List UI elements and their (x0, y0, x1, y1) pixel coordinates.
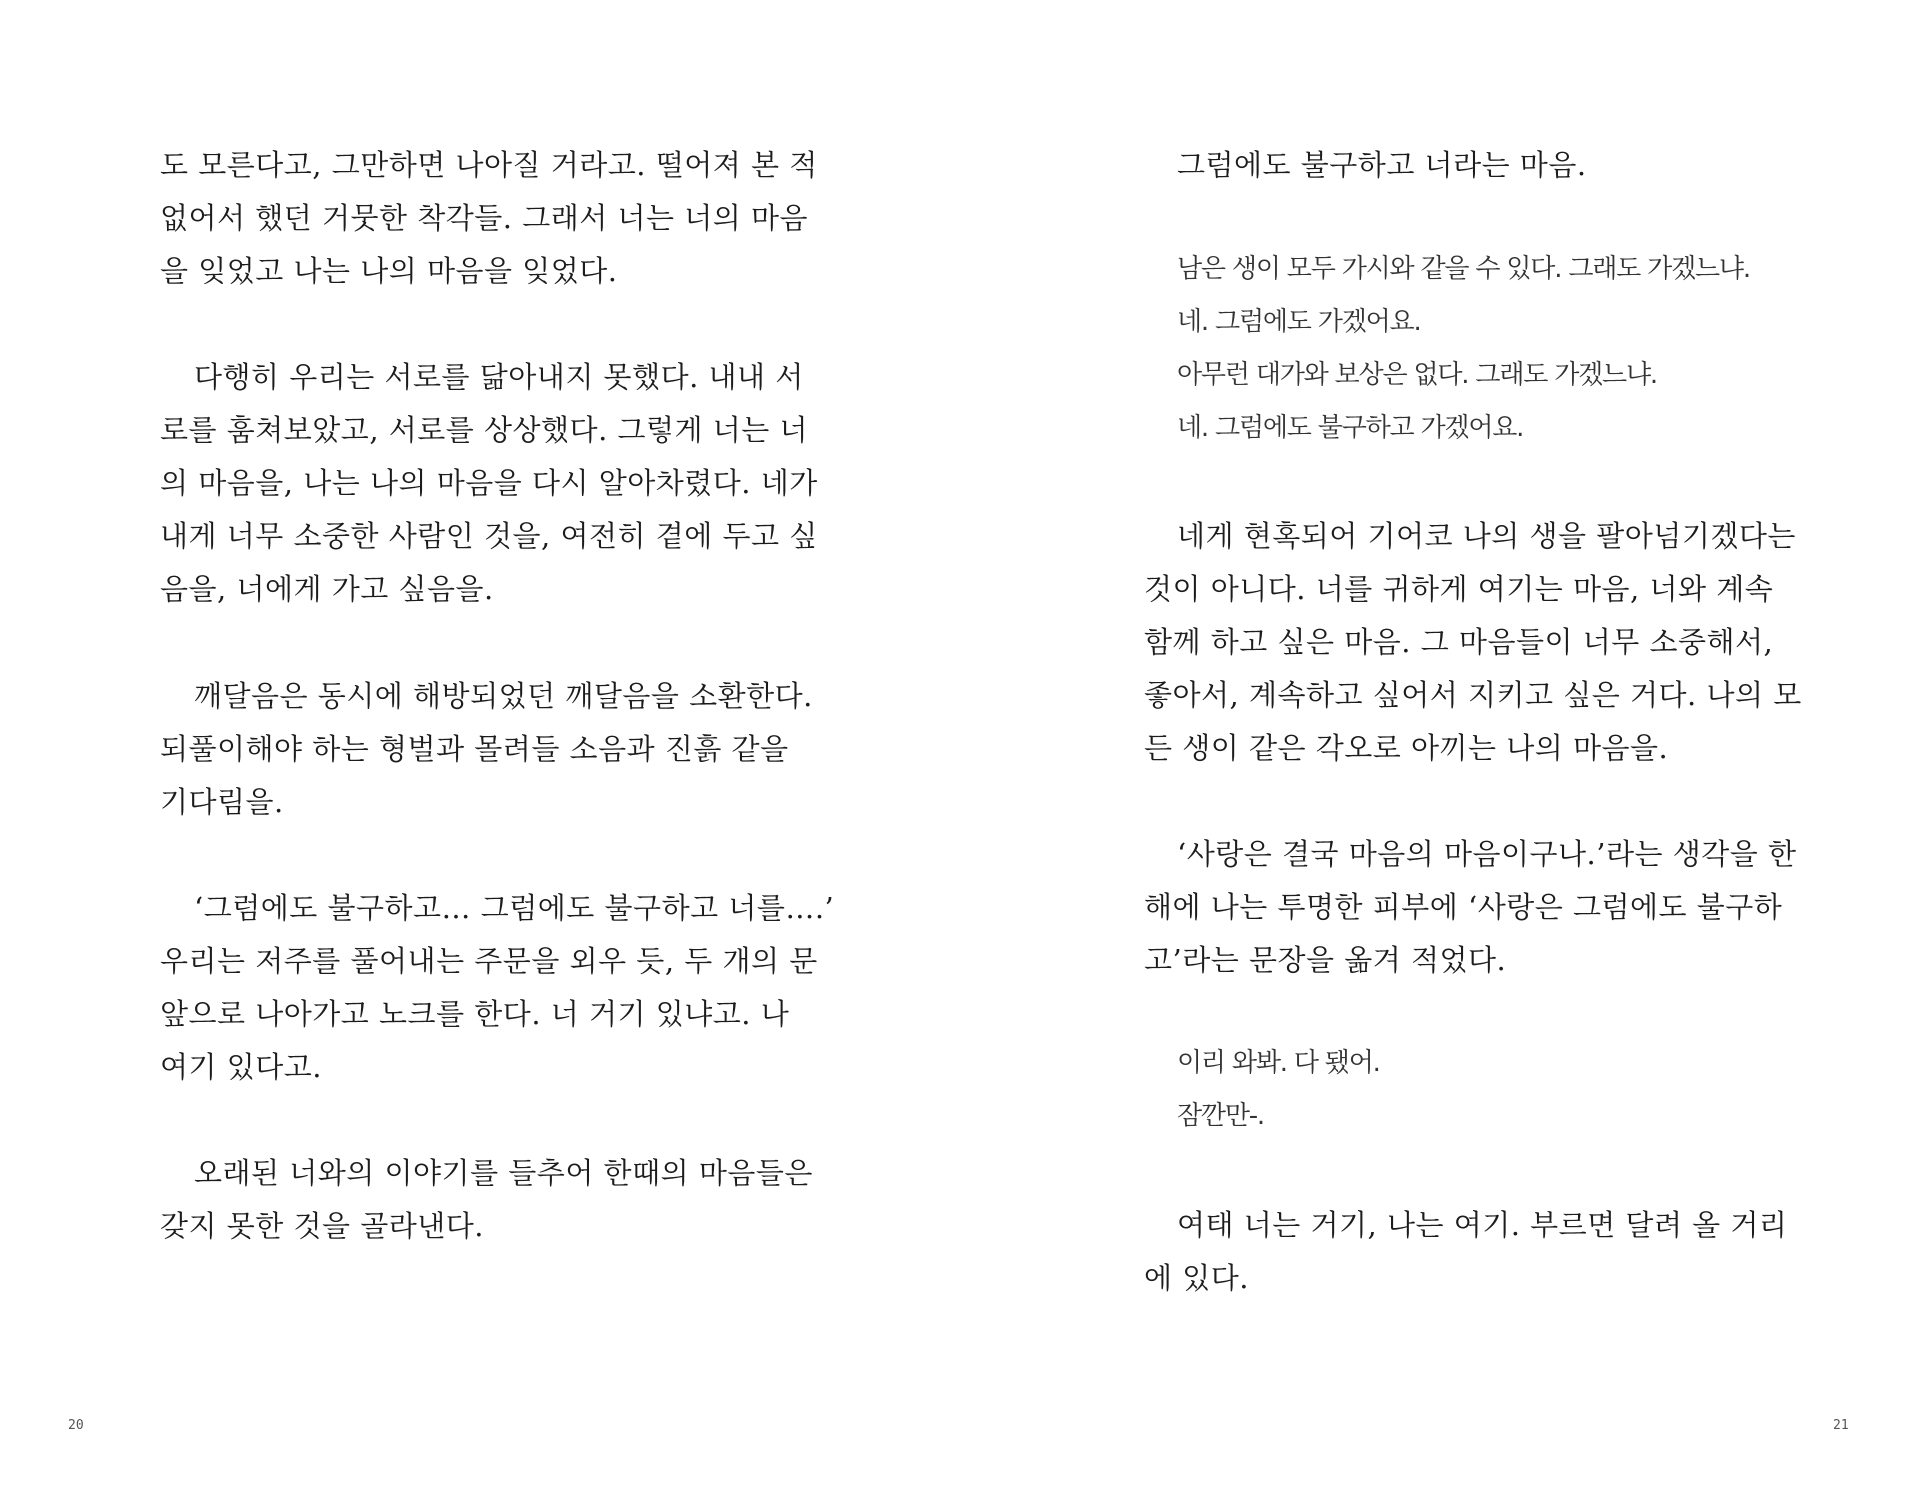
dialogue-line: 아무런 대가와 보상은 없다. 그래도 가겠느냐. (1177, 360, 1657, 390)
body-text-line: 에 있다. (1144, 1261, 1249, 1295)
body-text-line: 로를 훔쳐보았고, 서로를 상상했다. 그렇게 너는 너 (160, 413, 809, 447)
body-text-line: 것이 아니다. 너를 귀하게 여기는 마음, 너와 계속 (1144, 572, 1774, 606)
body-text-line: 없어서 했던 거뭇한 착각들. 그래서 너는 너의 마음 (160, 201, 809, 235)
body-text-line: ‘그럼에도 불구하고… 그럼에도 불구하고 너를….’ (194, 891, 835, 925)
body-text-line: 다행히 우리는 서로를 닮아내지 못했다. 내내 서 (194, 360, 804, 394)
page-number: 21 (1833, 1418, 1849, 1433)
dialogue-line: 네. 그럼에도 가겠어요. (1177, 307, 1421, 337)
body-text-line: 내게 너무 소중한 사람인 것을, 여전히 곁에 두고 싶 (160, 519, 818, 553)
body-text-line: 의 마음을, 나는 나의 마음을 다시 알아차렸다. 네가 (160, 466, 818, 500)
body-text-line: 기다림을. (160, 785, 284, 819)
body-text-line: 오래된 너와의 이야기를 들추어 한때의 마음들은 (194, 1156, 813, 1190)
dialogue-line: 남은 생이 모두 가시와 같을 수 있다. 그래도 가겠느냐. (1177, 254, 1750, 284)
body-text-line: 좋아서, 계속하고 싶어서 지키고 싶은 거다. 나의 모 (1144, 678, 1802, 712)
right-page (960, 0, 1919, 1502)
body-text-line: 되풀이해야 하는 형벌과 몰려들 소음과 진흙 같을 (160, 732, 789, 766)
body-text-line: 도 모른다고, 그만하면 나아질 거라고. 떨어져 본 적 (160, 148, 818, 182)
body-text-line: 고’라는 문장을 옮겨 적었다. (1144, 943, 1507, 977)
page-number: 20 (68, 1418, 84, 1433)
body-text-line: 여기 있다고. (160, 1050, 323, 1084)
body-text-line: 앞으로 나아가고 노크를 한다. 너 거기 있냐고. 나 (160, 997, 790, 1031)
body-text-line: 깨달음은 동시에 해방되었던 깨달음을 소환한다. (194, 679, 813, 713)
body-text-line: 그럼에도 불구하고 너라는 마음. (1177, 148, 1587, 182)
body-text-line: 함께 하고 싶은 마음. 그 마음들이 너무 소중해서, (1144, 625, 1774, 659)
dialogue-line: 잠깐만-. (1177, 1101, 1264, 1131)
body-text-line: 음을, 너에게 가고 싶음을. (160, 572, 494, 606)
dialogue-line: 네. 그럼에도 불구하고 가겠어요. (1177, 413, 1524, 443)
body-text-line: 갖지 못한 것을 골라낸다. (160, 1209, 485, 1243)
dialogue-line: 이리 와봐. 다 됐어. (1177, 1048, 1380, 1078)
body-text-line: 든 생이 같은 각오로 아끼는 나의 마음을. (1144, 731, 1669, 765)
body-text-line: 여태 너는 거기, 나는 여기. 부르면 달려 올 거리 (1177, 1208, 1788, 1242)
body-text-line: ‘사랑은 결국 마음의 마음이구나.’라는 생각을 한 (1177, 837, 1797, 871)
body-text-line: 을 잊었고 나는 나의 마음을 잊었다. (160, 254, 618, 288)
body-text-line: 네게 현혹되어 기어코 나의 생을 팔아넘기겠다는 (1177, 519, 1796, 553)
body-text-line: 우리는 저주를 풀어내는 주문을 외우 듯, 두 개의 문 (160, 944, 818, 978)
body-text-line: 해에 나는 투명한 피부에 ‘사랑은 그럼에도 불구하 (1144, 890, 1783, 924)
